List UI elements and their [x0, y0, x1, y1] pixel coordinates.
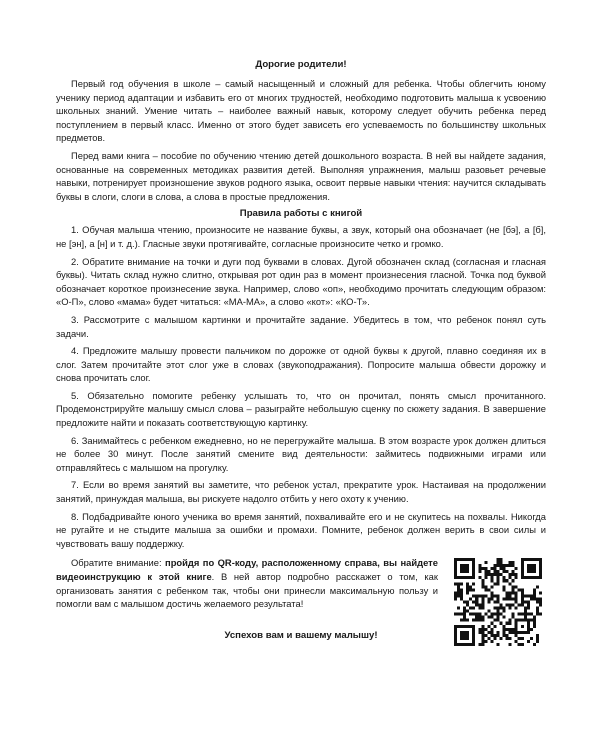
rule-item-1: 1. Обучая малыша чтению, произносите не название буквы, а звук, который она обозначает (не [бэ], а [б], не [эн], а [н] и т. д.). Гласные звуки протягивайте, согласные произносите четко и громко. — [56, 224, 546, 249]
closing-line: Успехов вам и вашему малышу! — [224, 629, 378, 641]
rule-item-2: 2. Обратите внимание на точки и дуги под буквами в словах. Дугой обозначен склад (согласная и гласная буквы). Читать склад нужно слитно, открывая рот один раз в момент произнесения гласной. Точка под буквой обозначает короткое произнесение звука. Например, слово «оп», необходимо прочитать следующим образом: «О-П», слово «мама» будет читаться: «МА-МА», а слово «кот»: «КО-Т». — [56, 255, 546, 308]
intro-paragraph: Перед вами книга – пособие по обучению чтению детей дошкольного возраста. В ней вы найдете задания, основанные на современных методиках развития детей. Выполняя упражнения, малыш разовьет речевые навыки, потренирует произношение звуков родного языка, освоит первые навыки чтения: научится складывать буквы в слоги, слоги в слова, а слова в простые предложения. — [56, 149, 546, 202]
qr-note — [56, 556, 438, 610]
rule-item-5: 5. Обязательно помогите ребенку услышать то, что он прочитал, понять смысл прочитанного. Продемонстрируйте малышу смысл слова – разыграйте небольшую сценку по сюжету задания. В завершение предложите найти и показать соответствующую картинку. — [56, 389, 546, 429]
rules-title: Правила работы с книгой — [239, 208, 363, 220]
qr-note-bold: пройдя по QR-коду, расположенному справа, вы найдете видеоинструкцию к этой книге — [56, 557, 438, 582]
qr-note-paragraph — [56, 556, 438, 610]
qr-code-icon[interactable] — [454, 558, 542, 646]
rule-item-3: 3. Рассмотрите с малышом картинки и прочитайте задание. Убедитесь в том, что ребенок понял суть задачи. — [56, 313, 546, 339]
rule-item-8: 8. Подбадривайте юного ученика во время занятий, похваливайте его и не скупитесь на похвалы. Никогда не ругайте и не стыдите малыша за ошибки и промахи. Помните, ребенок должен верить в свои силы и чувствовать вашу поддержку. — [56, 510, 546, 549]
qr-note-section — [56, 556, 546, 610]
document-body — [56, 58, 546, 642]
rule-item-6: 6. Занимайтесь с ребенком ежедневно, но не перегружайте малыша. В этом возрасте урок должен длиться не более 30 минут. После занятий смените вид деятельности: займитесь подвижными играми или отправляйтесь с малышом на прогулку. — [56, 434, 546, 473]
qr-note-rest: . В ней автор подробно расскажет о том, как организовать занятия с ребенком так, чтобы они принесли максимальную пользу и помогли вам с малышом достичь желаемого результата! — [56, 571, 438, 610]
qr-note-lead: Обратите внимание: — [71, 557, 166, 569]
intro-title: Дорогие родители! — [255, 59, 347, 70]
intro-paragraph: Первый год обучения в школе – самый насыщенный и сложный для ребенка. Чтобы облегчить юному ученику период адаптации и избавить его от многих трудностей, необходимо подготовить малыша к усвоению школьных знаний. Умение читать – наиболее важный навык, которому следует обучить ребенка перед поступлением в первый класс. Именно от этого будет зависеть его успеваемость по большинству школьных предметов. — [56, 78, 546, 144]
rule-item-7: 7. Если во время занятий вы заметите, что ребенок устал, прекратите урок. Настаивая на продолжении занятий, принуждая малыша, вы рискуете надолго отбить у него охоту к учению. — [56, 479, 546, 505]
qr-code-graphic — [454, 558, 542, 646]
rule-item-4: 4. Предложите малышу провести пальчиком по дорожке от одной буквы к другой, плавно соединяя их в слог. Затем прочитайте этот слог уже в словах (звукоподражания). Попросите малыша обвести дорожку и снова прочитать слог. — [56, 345, 546, 384]
